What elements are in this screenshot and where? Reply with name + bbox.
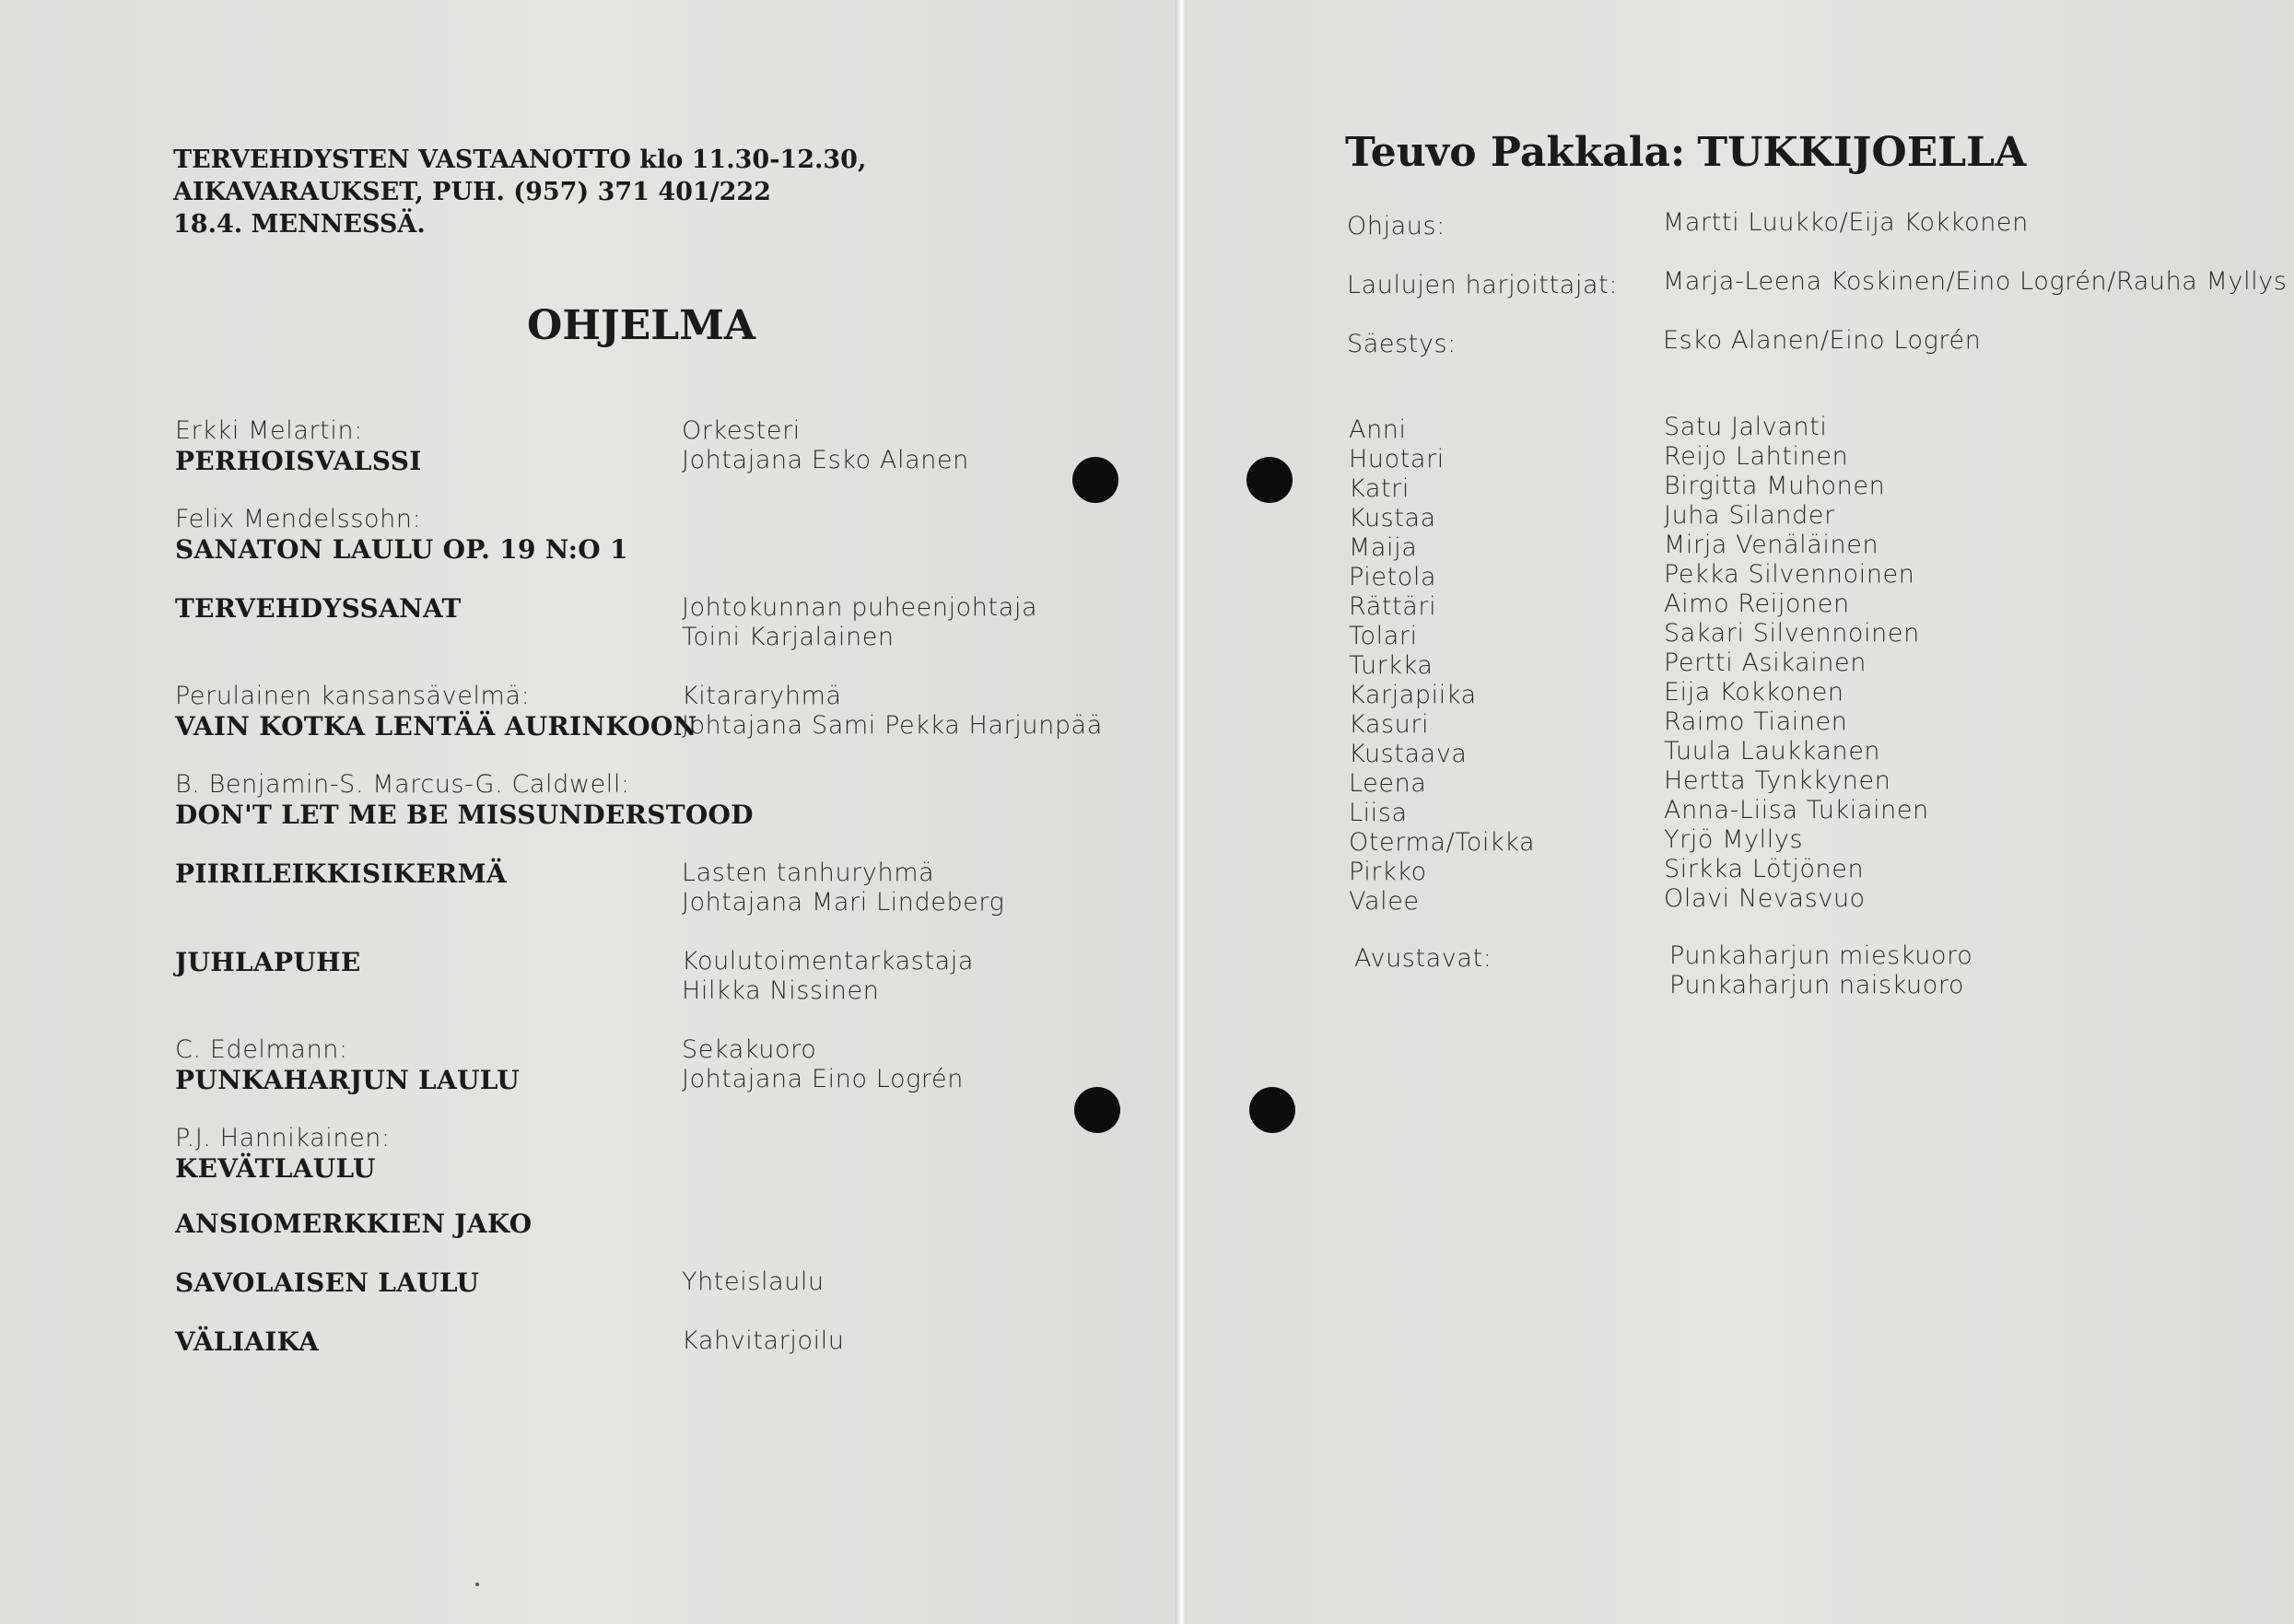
print-speck	[475, 1583, 479, 1586]
cast-role: Kustaava	[1349, 740, 1468, 768]
punch-hole-bottom-right	[1249, 1087, 1295, 1133]
assisting-1: Punkaharjun mieskuoro	[1669, 941, 1973, 970]
program-performer: Kahvitarjoilu	[682, 1326, 845, 1355]
cast-actor: Reijo Lahtinen	[1664, 442, 1849, 471]
punch-hole-top-left	[1072, 457, 1118, 503]
credit-role: Ohjaus:	[1347, 212, 1445, 240]
program-leader: Toini Karjalainen	[682, 623, 895, 651]
reception-notice	[173, 144, 866, 240]
cast-role: Maija	[1349, 533, 1418, 562]
cast-role: Kustaa	[1349, 504, 1436, 532]
center-fold	[1176, 0, 1187, 1624]
program-performer: Yhteislaulu	[682, 1268, 825, 1296]
cast-role: Liisa	[1349, 799, 1408, 827]
program-title-item: TERVEHDYSSANAT	[175, 593, 462, 624]
cast-role: Valee	[1349, 887, 1420, 916]
program-composer: C. Edelmann:	[175, 1035, 348, 1064]
program-composer: P.J. Hannikainen:	[175, 1124, 391, 1152]
play-title: TUKKIJOELLA	[1697, 129, 2027, 176]
assisting-label: Avustavat:	[1354, 944, 1492, 973]
cast-actor: Olavi Nevasvuo	[1664, 884, 1866, 913]
cast-actor: Satu Jalvanti	[1664, 413, 1828, 441]
program-title-item: JUHLAPUHE	[175, 947, 361, 977]
cast-actor: Juha Silander	[1664, 501, 1835, 530]
cast-actor: Mirja Venäläinen	[1664, 531, 1879, 559]
program-title-item: VAIN KOTKA LENTÄÄ AURINKOON	[175, 711, 697, 742]
play-heading	[1345, 129, 2026, 176]
cast-actor: Anna-Liisa Tukiainen	[1664, 796, 1929, 824]
cast-actor: Aimo Reijonen	[1664, 590, 1850, 618]
cast-role: Leena	[1349, 769, 1427, 798]
cast-role: Pirkko	[1349, 858, 1427, 886]
program-composer: Perulainen kansansävelmä:	[175, 682, 531, 710]
cast-role: Oterma/Toikka	[1349, 828, 1536, 857]
cast-role: Kasuri	[1349, 710, 1430, 739]
credit-name: Marja-Leena Koskinen/Eino Logrén/Rauha Myllys	[1663, 267, 2288, 296]
cast-actor: Tuula Laukkanen	[1664, 737, 1881, 765]
cast-actor: Pertti Asikainen	[1664, 648, 1867, 677]
program-leader: Johtajana Eino Logrén	[682, 1065, 964, 1093]
program-performer: Sekakuoro	[682, 1035, 817, 1064]
cast-actor: Hertta Tynkkynen	[1664, 766, 1891, 795]
cast-role: Anni	[1349, 415, 1407, 444]
program-composer: Erkki Melartin:	[175, 416, 363, 445]
cast-actor: Yrjö Myllys	[1664, 825, 1804, 854]
punch-hole-bottom-left	[1074, 1087, 1120, 1133]
program-composer: B. Benjamin-S. Marcus-G. Caldwell:	[175, 770, 630, 799]
assisting-2: Punkaharjun naiskuoro	[1669, 971, 1965, 999]
cast-role: Huotari	[1349, 445, 1445, 473]
program-performer: Johtokunnan puheenjohtaja	[682, 593, 1038, 622]
program-leader: Johtajana Esko Alanen	[682, 446, 969, 474]
cast-role: Turkka	[1349, 651, 1434, 680]
program-composer: Felix Mendelssohn:	[175, 505, 422, 533]
program-title-item: PIIRILEIKKISIKERMÄ	[175, 859, 507, 889]
cast-actor: Birgitta Muhonen	[1664, 472, 1886, 500]
punch-hole-top-right	[1246, 457, 1293, 503]
program-performer: Koulutoimentarkastaja	[682, 947, 975, 976]
program-leader: Hilkka Nissinen	[682, 976, 880, 1005]
notice-line-1: TERVEHDYSTEN VASTAANOTTO klo 11.30-12.30,	[173, 146, 867, 174]
program-leader: Johtajana Sami Pekka Harjunpää	[682, 711, 1103, 740]
credit-name: Martti Luukko/Eija Kokkonen	[1663, 208, 2029, 237]
program-title: OHJELMA	[527, 302, 756, 349]
program-title-item: KEVÄTLAULU	[175, 1153, 376, 1184]
cast-actor: Raimo Tiainen	[1664, 707, 1848, 736]
notice-line-2: AIKAVARAUKSET, PUH. (957) 371 401/222	[173, 178, 771, 206]
notice-line-3: 18.4. MENNESSÄ.	[173, 210, 426, 239]
cast-actor: Sakari Silvennoinen	[1664, 619, 1920, 648]
program-leader: Johtajana Mari Lindeberg	[682, 888, 1005, 917]
cast-role: Karjapiika	[1349, 681, 1477, 709]
program-title-item: DON'T LET ME BE MISSUNDERSTOOD	[175, 800, 754, 830]
program-performer: Orkesteri	[682, 416, 801, 445]
program-title-item: VÄLIAIKA	[175, 1326, 320, 1357]
cast-role: Rättäri	[1349, 592, 1437, 621]
program-title-item: ANSIOMERKKIEN JAKO	[175, 1209, 533, 1239]
credit-name: Esko Alanen/Eino Logrén	[1663, 326, 1982, 355]
program-performer: Kitararyhmä	[682, 682, 842, 710]
cast-role: Pietola	[1349, 563, 1437, 591]
program-performer: Lasten tanhuryhmä	[682, 859, 935, 887]
credit-role: Laulujen harjoittajat:	[1347, 271, 1619, 299]
program-title-item: PUNKAHARJUN LAULU	[175, 1065, 520, 1095]
cast-role: Katri	[1349, 474, 1410, 503]
cast-role: Tolari	[1349, 622, 1418, 650]
credit-role: Säestys:	[1347, 330, 1457, 358]
program-title-item: PERHOISVALSSI	[175, 446, 422, 476]
program-title-item: SANATON LAULU OP. 19 N:O 1	[175, 534, 628, 565]
program-title-item: SAVOLAISEN LAULU	[175, 1268, 480, 1298]
play-author: Teuvo Pakkala:	[1345, 129, 1686, 176]
cast-actor: Eija Kokkonen	[1664, 678, 1844, 707]
cast-actor: Pekka Silvennoinen	[1664, 560, 1915, 589]
cast-actor: Sirkka Lötjönen	[1664, 855, 1865, 883]
